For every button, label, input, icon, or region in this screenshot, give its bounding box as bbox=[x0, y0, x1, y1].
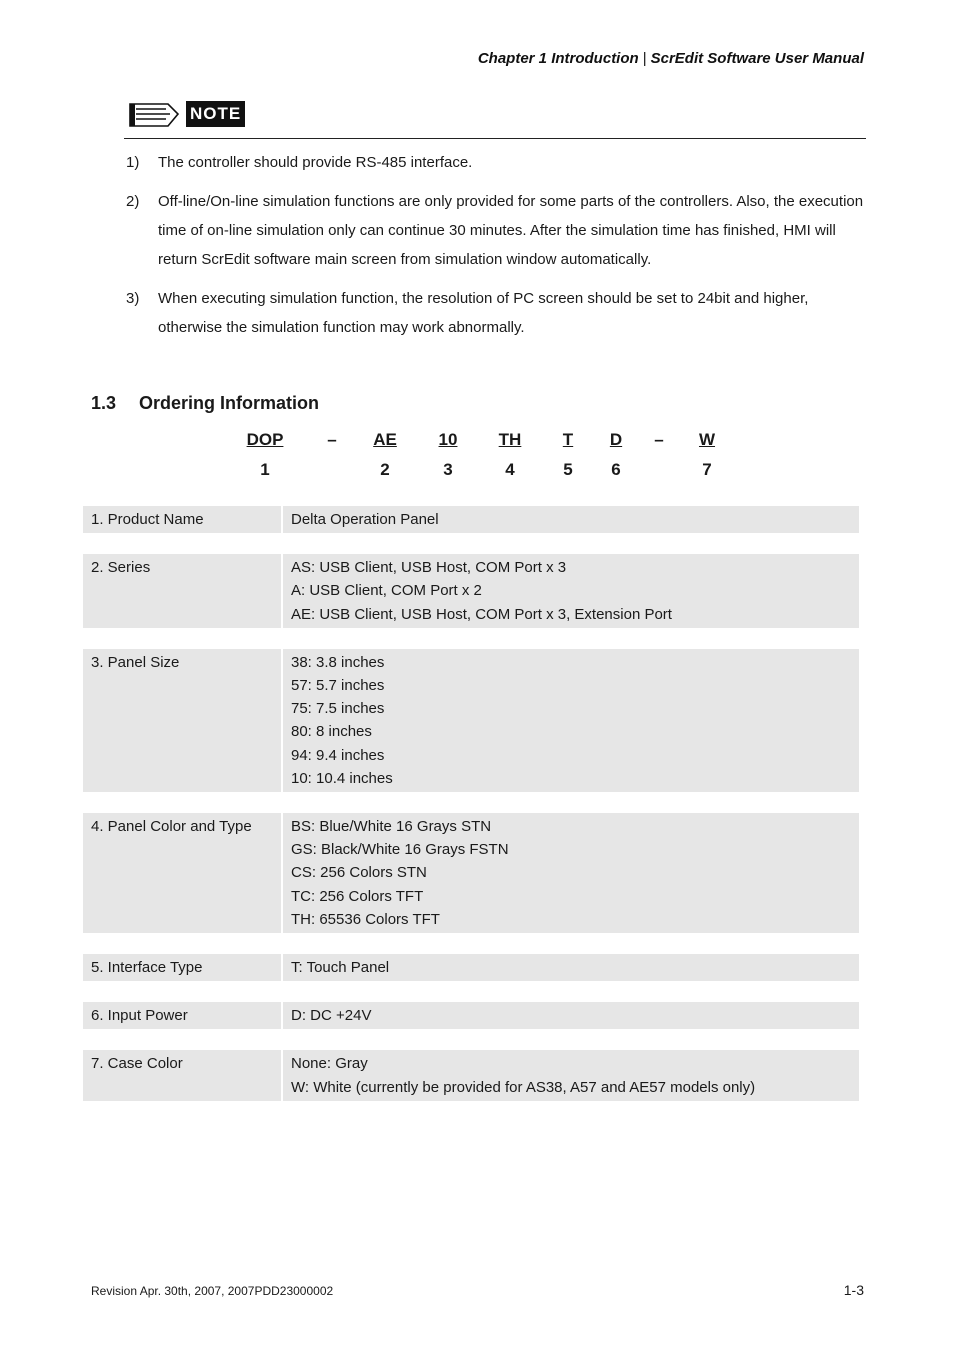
page-number: 1-3 bbox=[843, 1282, 864, 1298]
row-label: 6. Input Power bbox=[83, 1002, 283, 1029]
row-value: D: DC +24V bbox=[291, 1007, 372, 1025]
row-values bbox=[283, 813, 859, 933]
table-row bbox=[83, 554, 859, 628]
model-dash: – bbox=[327, 430, 337, 449]
row-label: 3. Panel Size bbox=[83, 649, 283, 792]
row-value: T: Touch Panel bbox=[291, 959, 390, 977]
model-index: 1 bbox=[260, 460, 270, 479]
row-value: W: White (currently be provided for AS38, A57 and AE57 models only) bbox=[291, 1078, 756, 1096]
section-title: Ordering Information bbox=[139, 393, 319, 413]
row-value: GS: Black/White 16 Grays FSTN bbox=[291, 841, 509, 859]
model-code: AE bbox=[373, 430, 397, 449]
note-item-text: When executing simulation function, the resolution of PC screen should be set to 24bit and higher, otherwise the simulation function may work abnormally. bbox=[158, 290, 809, 336]
row-value: 80: 8 inches bbox=[291, 723, 372, 741]
row-value: A: USB Client, COM Port x 2 bbox=[291, 582, 482, 600]
note-badge: NOTE bbox=[186, 101, 245, 127]
row-value: CS: 256 Colors STN bbox=[291, 864, 427, 882]
model-index: 4 bbox=[505, 460, 515, 479]
row-value: None: Gray bbox=[291, 1055, 368, 1073]
row-values bbox=[283, 649, 859, 792]
row-value: TC: 256 Colors TFT bbox=[291, 887, 424, 905]
table-row bbox=[83, 1002, 859, 1029]
row-values bbox=[283, 1050, 859, 1100]
row-value: BS: Blue/White 16 Grays STN bbox=[291, 818, 492, 836]
note-item-number: 2) bbox=[126, 193, 140, 210]
section-heading bbox=[91, 393, 319, 414]
note-item-number: 1) bbox=[126, 154, 140, 171]
note-item bbox=[126, 187, 866, 274]
note-item-number: 3) bbox=[126, 290, 140, 307]
model-index: 6 bbox=[611, 460, 621, 479]
table-row bbox=[83, 1050, 859, 1100]
note-item bbox=[126, 148, 866, 177]
table-row bbox=[83, 649, 859, 792]
table-row bbox=[83, 813, 859, 933]
row-label: 5. Interface Type bbox=[83, 954, 283, 981]
row-value: TH: 65536 Colors TFT bbox=[291, 910, 440, 928]
row-values bbox=[283, 954, 859, 981]
model-code: 10 bbox=[438, 430, 458, 449]
header-separator: | bbox=[642, 50, 647, 67]
model-code: TH bbox=[498, 430, 522, 449]
hand-pointer-icon bbox=[128, 100, 186, 135]
model-index: 2 bbox=[380, 460, 390, 479]
footer-revision: Revision Apr. 30th, 2007, 2007PDD23000002 bbox=[91, 1284, 334, 1298]
row-label: 7. Case Color bbox=[83, 1050, 283, 1100]
row-label: 1. Product Name bbox=[83, 506, 283, 533]
row-value: 10: 10.4 inches bbox=[291, 769, 393, 787]
row-label: 2. Series bbox=[83, 554, 283, 628]
model-index: 3 bbox=[443, 460, 453, 479]
note-list bbox=[126, 148, 866, 352]
row-value: Delta Operation Panel bbox=[291, 511, 439, 528]
model-code: DOP bbox=[246, 430, 284, 449]
table-row bbox=[83, 954, 859, 981]
note-item-text: The controller should provide RS-485 interface. bbox=[158, 154, 473, 171]
row-value: 57: 5.7 inches bbox=[291, 677, 385, 695]
model-index: 5 bbox=[563, 460, 573, 479]
table-row bbox=[83, 506, 859, 533]
model-dash: – bbox=[654, 430, 664, 449]
row-value: AE: USB Client, USB Host, COM Port x 3, Extension Port bbox=[291, 605, 672, 623]
ordering-table bbox=[83, 506, 859, 1122]
page-header bbox=[478, 50, 864, 67]
row-value: 75: 7.5 inches bbox=[291, 700, 385, 718]
row-values bbox=[283, 554, 859, 628]
row-label: 4. Panel Color and Type bbox=[83, 813, 283, 933]
row-value: AS: USB Client, USB Host, COM Port x 3 bbox=[291, 559, 567, 577]
model-code: W bbox=[698, 430, 716, 449]
note-header bbox=[124, 100, 866, 139]
row-value: 38: 3.8 inches bbox=[291, 653, 385, 671]
model-code: T bbox=[562, 430, 574, 449]
row-values bbox=[283, 506, 859, 533]
model-code: D bbox=[609, 430, 623, 449]
manual-title: ScrEdit Software User Manual bbox=[650, 50, 864, 67]
note-item bbox=[126, 284, 866, 342]
note-item-text: Off-line/On-line simulation functions are only provided for some parts of the controllers. Also, the execution time of on-line simulation only can continue 30 minutes. After the simulation time has finished, HMI will return ScrEdit software main screen from simulation window automatically. bbox=[158, 193, 864, 268]
model-index: 7 bbox=[702, 460, 712, 479]
chapter-title: Chapter 1 Introduction bbox=[477, 50, 639, 67]
row-value: 94: 9.4 inches bbox=[291, 746, 385, 764]
row-values bbox=[283, 1002, 859, 1029]
section-number: 1.3 bbox=[91, 393, 117, 413]
